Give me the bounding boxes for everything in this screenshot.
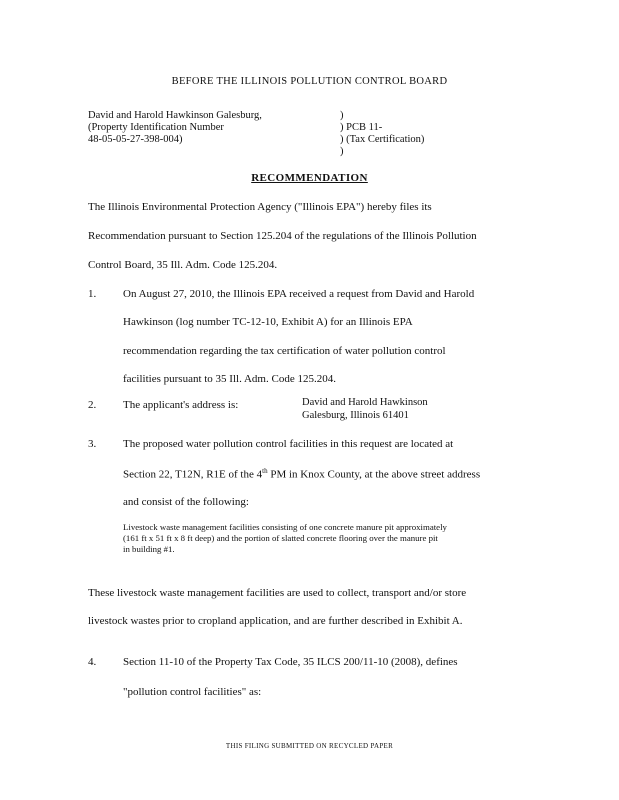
caption-line: (Property Identification Number: [88, 122, 224, 133]
intro-line: Control Board, 35 Ill. Adm. Code 125.204.: [88, 259, 278, 271]
caption-docket-number: ) PCB 11-: [340, 122, 383, 133]
court-header: BEFORE THE ILLINOIS POLLUTION CONTROL BOARD: [171, 76, 448, 87]
caption-case-type: ) (Tax Certification): [340, 134, 425, 145]
caption-bracket: ): [340, 146, 344, 157]
body-line: livestock wastes prior to cropland application, and are further described in Exhibit A.: [88, 615, 463, 627]
quote-line: (161 ft x 51 ft x 8 ft deep) and the portion of slatted concrete flooring over the manure pit: [123, 533, 438, 543]
paragraph-number: 1.: [88, 288, 97, 300]
applicant-address: [302, 396, 428, 422]
caption-bracket: ): [340, 110, 344, 121]
paragraph-4-line: "pollution control facilities" as:: [123, 686, 262, 698]
intro-line: The Illinois Environmental Protection Agency ("Illinois EPA") hereby files its: [88, 201, 432, 213]
body-line: These livestock waste management facilities are used to collect, transport and/or store: [88, 587, 467, 599]
paragraph-number: 4.: [88, 656, 97, 668]
location-text: Section 22, T12N, R1E of the 4: [123, 468, 263, 481]
intro-line: Recommendation pursuant to Section 125.204 of the regulations of the Illinois Pollution: [88, 230, 477, 242]
applicant-address-label: The applicant's address is:: [123, 399, 239, 411]
address-line: Galesburg, Illinois 61401: [302, 410, 409, 421]
paragraph-4-line: Section 11-10 of the Property Tax Code, 35 ILCS 200/11-10 (2008), defines: [123, 656, 458, 668]
ordinal-superscript: th: [262, 467, 268, 475]
location-text-rest: PM in Knox County, at the above street address: [267, 468, 481, 481]
quote-line: in building #1.: [123, 544, 175, 554]
paragraph-number: 2.: [88, 399, 97, 411]
case-caption-parties: [88, 110, 262, 146]
document-title: RECOMMENDATION: [251, 172, 368, 184]
paragraph-3-line: and consist of the following:: [123, 496, 249, 508]
caption-line: David and Harold Hawkinson Galesburg,: [88, 110, 262, 121]
paragraph-1-line: facilities pursuant to 35 Ill. Adm. Code 125.204.: [123, 373, 336, 385]
paragraph-3-line: [123, 467, 480, 481]
paragraph-1-line: recommendation regarding the tax certification of water pollution control: [123, 345, 446, 357]
address-line: David and Harold Hawkinson: [302, 397, 428, 408]
case-caption-docket: [340, 110, 424, 158]
page-footer: THIS FILING SUBMITTED ON RECYCLED PAPER: [225, 742, 394, 750]
paragraph-number: 3.: [88, 438, 97, 450]
paragraph-1-line: Hawkinson (log number TC-12-10, Exhibit A) for an Illinois EPA: [123, 316, 413, 328]
quote-line: Livestock waste management facilities consisting of one concrete manure pit approximately: [123, 522, 447, 532]
facility-description: [123, 522, 447, 555]
caption-line: 48-05-05-27-398-004): [88, 134, 183, 145]
paragraph-3-line: The proposed water pollution control facilities in this request are located at: [123, 438, 454, 450]
paragraph-1-line: On August 27, 2010, the Illinois EPA received a request from David and Harold: [123, 288, 475, 300]
